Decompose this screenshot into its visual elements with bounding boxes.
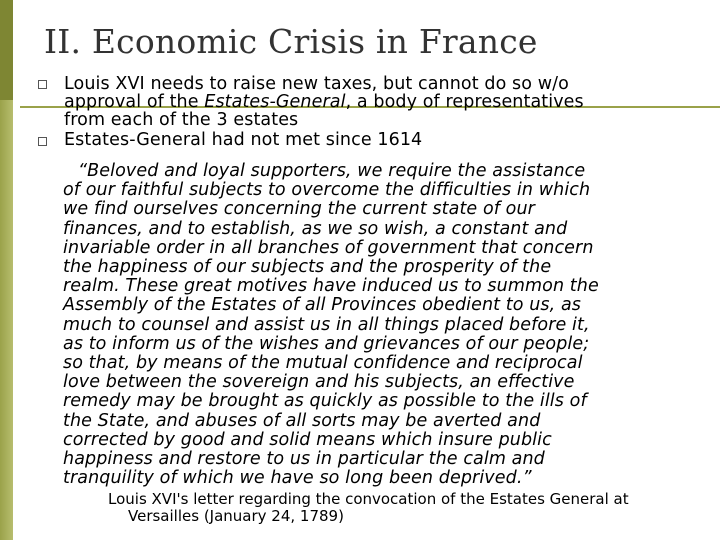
quote-line: happiness and restore to us in particular the calm and	[63, 449, 545, 470]
bullet-1-line-3: from each of the 3 estates	[64, 110, 299, 130]
quote-line: Assembly of the Estates of all Provinces obedient to us, as	[63, 295, 582, 316]
source-line-1: Louis XVI's letter regarding the convocation of the Estates General at	[108, 490, 629, 508]
quote-line: tranquility of which we have so long been deprived.”	[63, 468, 532, 489]
quote-line: realm. These great motives have induced us to summon the	[63, 276, 599, 297]
quote-line: love between the sovereign and his subjects, an effective	[63, 372, 575, 393]
square-bullet-icon	[38, 137, 47, 146]
quote-line: much to counsel and assist us in all things placed before it,	[63, 314, 590, 335]
quote-line: we find ourselves concerning the current state of our	[63, 199, 535, 220]
quote-line: remedy may be brought as quickly as possible to the ills of	[63, 391, 587, 412]
quote-line: finances, and to establish, as we so wish, a constant and	[63, 218, 568, 239]
quote-line: the State, and abuses of all sorts may be averted and	[63, 410, 541, 431]
square-bullet-icon	[38, 80, 47, 89]
slide-title: II. Economic Crisis in France	[44, 22, 538, 61]
quote-block	[63, 162, 599, 488]
quote-line: as to inform us of the wishes and grievances of our people;	[63, 333, 590, 354]
quote-line: invariable order in all branches of government that concern	[63, 237, 594, 258]
bullet-2: Estates-General had not met since 1614	[64, 130, 423, 150]
quote-line: of our faithful subjects to overcome the difficulties in which	[63, 180, 591, 201]
bullet-1-line-1: Louis XVI needs to raise new taxes, but cannot do so w/o	[64, 74, 569, 94]
bullet-1-line-2a: approval of the	[64, 92, 205, 112]
bullet-1-estates-general: Estates-General	[204, 92, 346, 112]
bullet-1	[64, 75, 584, 129]
quote-line: the happiness of our subjects and the prosperity of the	[63, 257, 552, 278]
quote-line: “Beloved and loyal supporters, we require the assistance	[78, 161, 586, 181]
decorative-sidebar-top	[0, 0, 13, 100]
quote-line: corrected by good and solid means which insure public	[63, 429, 552, 450]
quote-line: so that, by means of the mutual confidence and reciprocal	[63, 353, 583, 374]
source-line-2: Versailles (January 24, 1789)	[128, 507, 344, 525]
bullet-1-line-2b: , a body of representatives	[345, 92, 584, 112]
quote-source	[108, 491, 629, 525]
